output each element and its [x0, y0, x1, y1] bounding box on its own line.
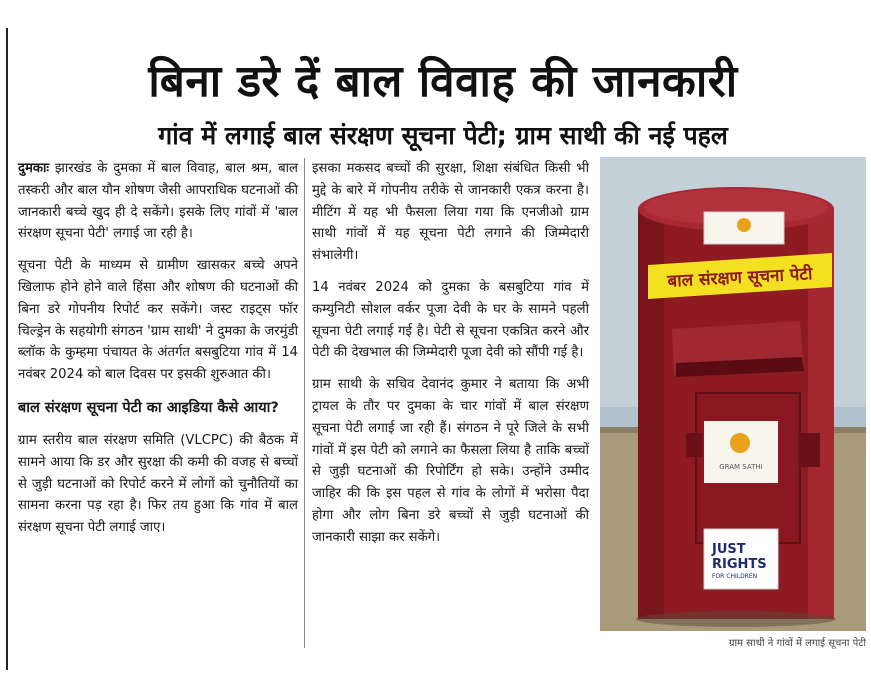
headline: बिना डरे दें बाल विवाह की जानकारी	[148, 56, 738, 108]
dateline: दुमकाः	[18, 161, 50, 176]
paragraph-3: ग्राम स्तरीय बाल संरक्षण समिति (VLCPC) की बैठक में सामने आया कि डर और सुरक्षा की कमी की वजह से बच्चों से जुड़ी घटनाओं को रिपोर्ट करने में लोगों को चुनौतियों का सामना करना पड़ रहा है। फिर तय हुआ कि गांव में बाल संरक्षण सूचना पेटी लगाई जाए।	[18, 432, 298, 536]
subheadline: गांव में लगाई बाल संरक्षण सूचना पेटी; ग्राम साथी की नई पहल	[158, 120, 728, 150]
paragraph-2: सूचना पेटी के माध्यम से ग्रामीण खासकर बच्चे अपने खिलाफ होने होने वाले हिंसा और शोषण की घटनाओं की बिना डरे गोपनीय रिपोर्ट कर सकेंगे। जस्ट राइट्स फॉर चिल्ड्रेन के सहयोगी संगठन 'ग्राम साथी' ने दुमका के जरमुंडी ब्लॉक के कुम्हमा पंचायत के अंतर्गत बसबुटिया गांव में 14 नवंबर 2024 को बाल दिवस पर इसकी शुरुआत की।	[18, 258, 298, 383]
svg-text:JUST: JUST	[712, 542, 746, 557]
paragraph-5: 14 नवंबर 2024 को दुमका के बसबुटिया गांव में कम्युनिटी सोशल वर्कर पूजा देवी के घर के सामने पहली सूचना पेटी लगाई गई है। पेटी से सूचना एकत्रित करने और पेटी की देखभाल की जिम्मेदारी पूजा देवी को सौंपी गई है।	[312, 279, 589, 361]
paragraph-6: ग्राम साथी के सचिव देवानंद कुमार ने बताया कि अभी ट्रायल के तौर पर दुमका के चार गांवों में बाल संरक्षण सूचना पेटी लगाई जा रही हैं। संगठन ने पूरे जिले के सभी गांवों में इस पेटी को लगाने का फैसला लिया है ताकि बच्चों से जुड़ी घटनाओं की रिपोर्टिंग हो सके। उन्होंने उम्मीद जाहिर की कि इस पहल से गांव के लोगों में भरोसा पैदा होगा और लोग बिना डरे बच्चों से जुड़ी घटनाओं की जानकारी साझा कर सकेंगे।	[312, 377, 589, 545]
box-label-text: बाल संरक्षण सूचना पेटी	[666, 264, 813, 292]
column-divider	[304, 158, 305, 648]
paragraph-4: इसका मकसद बच्चों की सुरक्षा, शिक्षा संबंधित किसी भी मुद्दे के बारे में गोपनीय तरीके से जानकारी एकत्र करना है। मीटिंग में यह भी फैसला लिया गया कि एनजीओ ग्राम साथी गांवों में यह सूचना पेटी लगाने की जिम्मेदारी संभालेगी।	[312, 161, 589, 264]
section-heading: बाल संरक्षण सूचना पेटी का आइडिया कैसे आया?	[18, 399, 279, 416]
svg-text:GRAM SATHI: GRAM SATHI	[719, 463, 763, 471]
page-left-rule	[6, 28, 8, 670]
article-column-1	[18, 158, 298, 549]
paragraph-1	[18, 158, 298, 245]
article-column-2	[312, 158, 589, 559]
photo-caption: ग्राम साथी ने गांवों में लगाई सूचना पेटी	[728, 638, 866, 649]
svg-text:RIGHTS: RIGHTS	[712, 557, 767, 572]
svg-text:FOR CHILDREN: FOR CHILDREN	[712, 573, 758, 580]
paragraph-1-text: झारखंड के दुमका में बाल विवाह, बाल श्रम, बाल तस्करी और बाल यौन शोषण जैसी आपराधिक घटनाओं की जानकारी बच्चे खुद ही दे सकेंगे। इसके लिए गांवों में 'बाल संरक्षण सूचना पेटी' लगाई जा रही है।	[18, 161, 298, 242]
news-photo	[600, 157, 866, 631]
